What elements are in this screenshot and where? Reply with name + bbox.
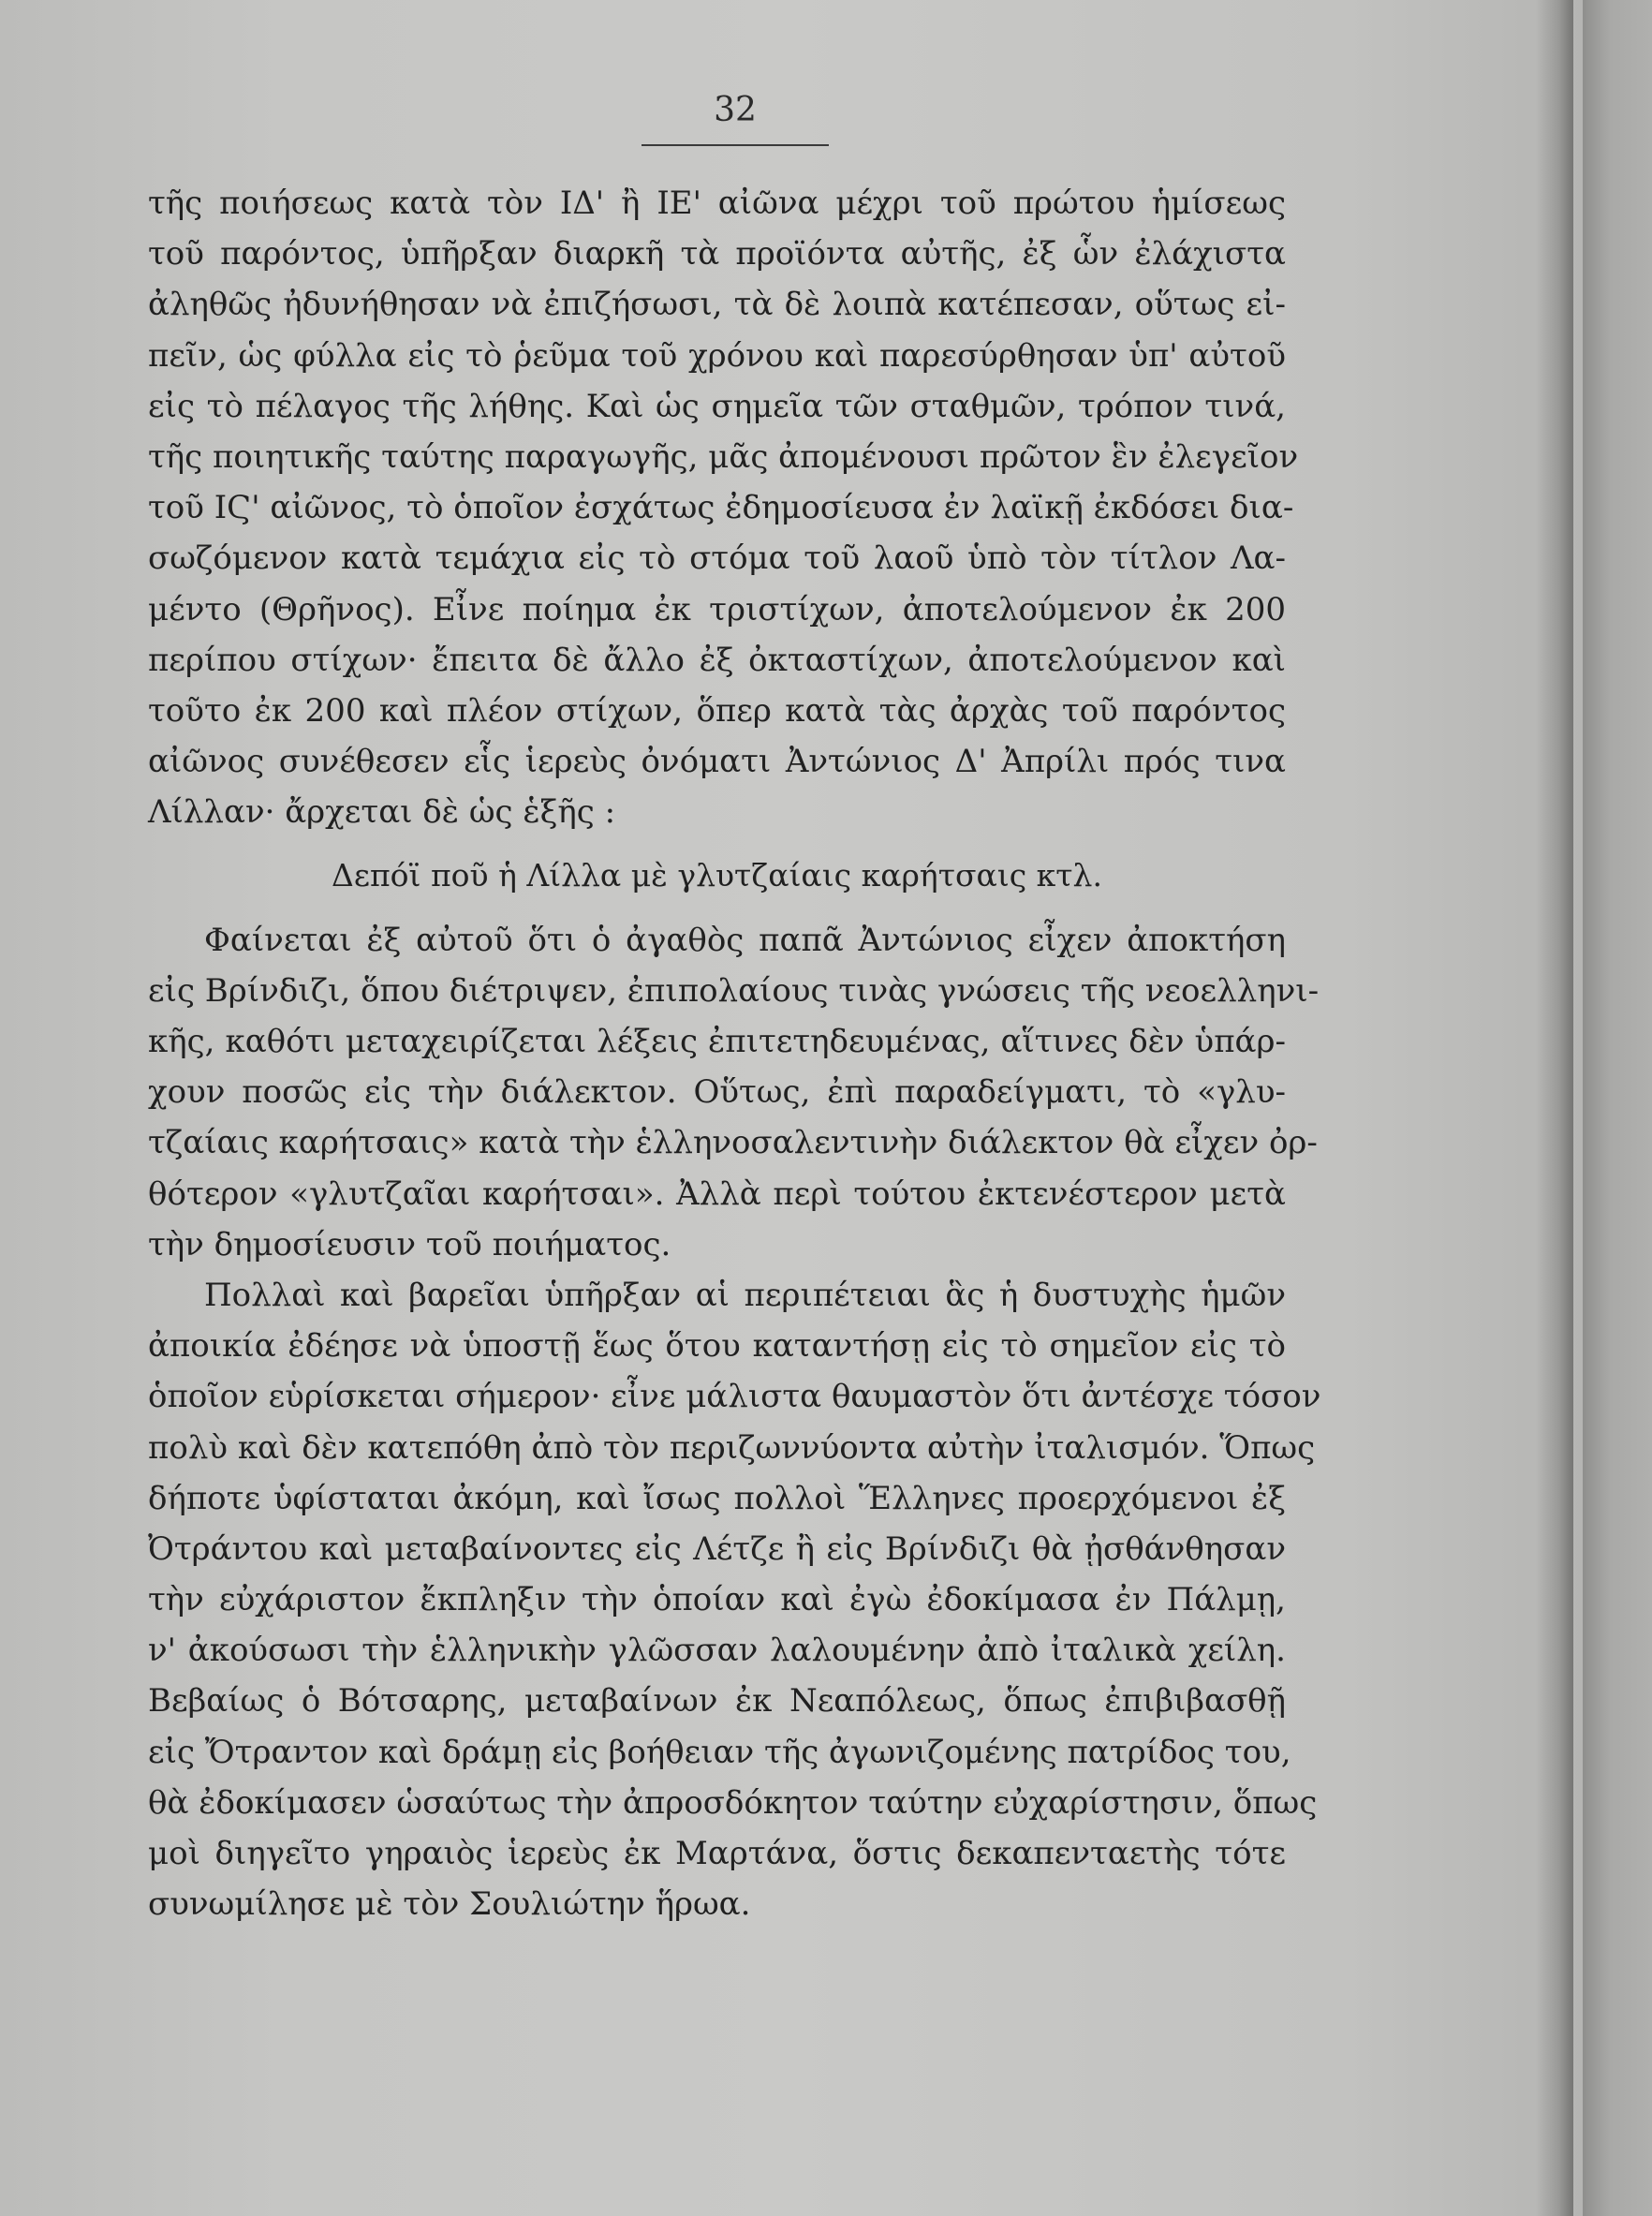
text-line: τοῦ ΙϚ' αἰῶνος, τὸ ὁποῖον ἐσχάτως ἐδημοσίευσα ἐν λαϊκῇ ἐκδόσει δια- xyxy=(148,489,1294,527)
body-text xyxy=(148,178,1321,1929)
text-line: δήποτε ὑφίσταται ἀκόμη, καὶ ἴσως πολλοὶ Ἕλληνες προερχόμενοι ἐξ xyxy=(148,1479,1286,1517)
text-line: κῆς, καθότι μεταχειρίζεται λέξεις ἐπιτετηδευμένας, αἵτινες δὲν ὑπάρ- xyxy=(148,1023,1286,1060)
text-line: ν' ἀκούσωσι τὴν ἑλληνικὴν γλῶσσαν λαλουμένην ἀπὸ ἰταλικὰ χείλη. xyxy=(148,1632,1286,1670)
text-line: τοῦ παρόντος, ὑπῆρξαν διαρκῆ τὰ προϊόντα αὐτῆς, ἐξ ὧν ἐλάχιστα xyxy=(148,235,1286,273)
text-line: πεῖν, ὡς φύλλα εἰς τὸ ῥεῦμα τοῦ χρόνου καὶ παρεσύρθησαν ὑπ' αὐτοῦ xyxy=(148,336,1286,375)
text-line: ὁποῖον εὑρίσκεται σήμερον· εἶνε μάλιστα θαυμαστὸν ὅτι ἀντέσχε τόσον xyxy=(148,1378,1321,1416)
text-line: περίπου στίχων· ἔπειτα δὲ ἄλλο ἐξ ὀκταστίχων, ἀποτελούμενον καὶ xyxy=(148,641,1286,679)
text-line: Λίλλαν· ἄρχεται δὲ ὡς ἑξῆς : xyxy=(148,793,616,832)
page-header xyxy=(637,91,833,146)
text-line: εἰς Ὄτραντον καὶ δράμῃ εἰς βοήθειαν τῆς ἀγωνιζομένης πατρίδος του, xyxy=(148,1733,1291,1771)
page-spine-shadow xyxy=(1536,0,1573,2216)
text-line: ἀληθῶς ἠδυνήθησαν νὰ ἐπιζήσωσι, τὰ δὲ λοιπὰ κατέπεσαν, οὕτως εἰ- xyxy=(148,286,1286,324)
text-line: τῆς ποιήσεως κατὰ τὸν ΙΔ' ἢ ΙΕ' αἰῶνα μέχρι τοῦ πρώτου ἡμίσεως xyxy=(148,185,1286,222)
text-line: ἀποικία ἐδέησε νὰ ὑποστῇ ἕως ὅτου καταντήσῃ εἰς τὸ σημεῖον εἰς τὸ xyxy=(148,1327,1286,1366)
text-line: τὴν εὐχάριστον ἔκπληξιν τὴν ὁποίαν καὶ ἐγὼ ἐδοκίμασα ἐν Πάλμῃ, xyxy=(148,1581,1286,1619)
text-line: Ὀτράντου καὶ μεταβαίνοντες εἰς Λέτζε ἢ εἰς Βρίνδιζι θὰ ᾐσθάνθησαν xyxy=(148,1529,1286,1568)
text-line: πολὺ καὶ δὲν κατεπόθη ἀπὸ τὸν περιζωννύοντα αὐτὴν ἰταλισμόν. Ὅπως xyxy=(148,1428,1316,1467)
adjacent-page-edge xyxy=(1583,0,1652,2216)
text-line: τῆς ποιητικῆς ταύτης παραγωγῆς, μᾶς ἀπομένουσι πρῶτον ἓν ἐλεγεῖον xyxy=(148,437,1299,476)
text-line: αἰῶνος συνέθεσεν εἷς ἱερεὺς ὀνόματι Ἀντώνιος Δ' Ἀπρίλι πρός τινα xyxy=(148,743,1286,781)
text-line: θότερον «γλυτζαῖαι καρήτσαι». Ἀλλὰ περὶ τούτου ἐκτενέστερον μετὰ xyxy=(148,1174,1286,1213)
header-rule xyxy=(642,144,829,146)
text-line: θὰ ἐδοκίμασεν ὡσαύτως τὴν ἀπροσδόκητον ταύτην εὐχαρίστησιν, ὅπως xyxy=(148,1783,1318,1822)
text-line: μοὶ διηγεῖτο γηραιὸς ἱερεὺς ἐκ Μαρτάνα, ὅστις δεκαπενταετὴς τότε xyxy=(148,1835,1286,1872)
text-line: συνωμίλησε μὲ τὸν Σουλιώτην ἥρωα. xyxy=(148,1885,751,1924)
text-line: Φαίνεται ἐξ αὐτοῦ ὅτι ὁ ἀγαθὸς παπᾶ Ἀντώνιος εἶχεν ἀποκτήση xyxy=(204,921,1286,959)
text-line: Βεβαίως ὁ Βότσαρης, μεταβαίνων ἐκ Νεαπόλεως, ὅπως ἐπιβιβασθῇ xyxy=(148,1682,1286,1721)
page-number: 32 xyxy=(714,91,757,129)
text-line: εἰς τὸ πέλαγος τῆς λήθης. Καὶ ὡς σημεῖα τῶν σταθμῶν, τρόπον τινά, xyxy=(148,387,1286,425)
text-line: σωζόμενον κατὰ τεμάχια εἰς τὸ στόμα τοῦ λαοῦ ὑπὸ τὸν τίτλον Λα- xyxy=(148,539,1286,578)
verse-quote: Δεπόϊ ποῦ ἡ Λίλλα μὲ γλυτζαίαις καρήτσαις κτλ. xyxy=(332,857,1102,894)
text-line: μέντο (Θρῆνος). Εἶνε ποίημα ἐκ τριστίχων, ἀποτελούμενον ἐκ 200 xyxy=(148,590,1286,628)
text-line: χουν ποσῶς εἰς τὴν διάλεκτον. Οὕτως, ἐπὶ παραδείγματι, τὸ «γλυ- xyxy=(148,1073,1286,1112)
text-line: Πολλαὶ καὶ βαρεῖαι ὑπῆρξαν αἱ περιπέτειαι ἃς ἡ δυστυχὴς ἡμῶν xyxy=(204,1276,1286,1314)
text-line: εἰς Βρίνδιζι, ὅπου διέτριψεν, ἐπιπολαίους τινὰς γνώσεις τῆς νεοελληνι- xyxy=(148,971,1320,1010)
text-line: τζαίαις καρήτσαις» κατὰ τὴν ἑλληνοσαλεντινὴν διάλεκτον θὰ εἶχεν ὀρ- xyxy=(148,1124,1318,1162)
text-line: τοῦτο ἐκ 200 καὶ πλέον στίχων, ὅπερ κατὰ τὰς ἀρχὰς τοῦ παρόντος xyxy=(148,691,1286,730)
text-line: τὴν δημοσίευσιν τοῦ ποιήματος. xyxy=(148,1225,671,1263)
